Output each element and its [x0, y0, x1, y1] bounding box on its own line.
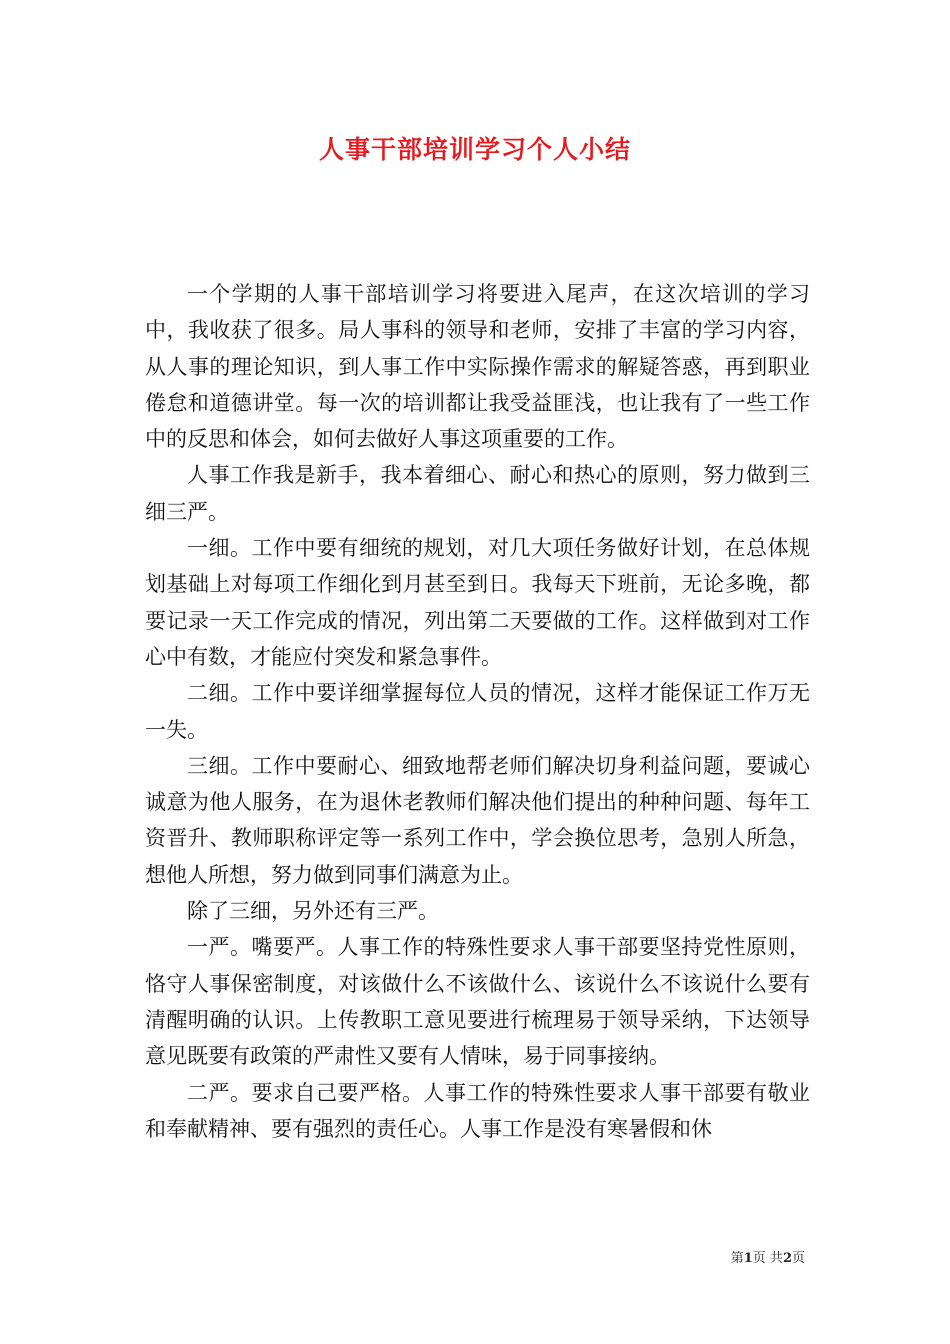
footer-suffix: 页: [791, 1251, 805, 1266]
current-page-number: 1: [743, 1251, 753, 1266]
paragraph: 三细。工作中要耐心、细致地帮老师们解决切身利益问题，要诚心诚意为他人服务，在为退休老教师们解决他们提出的种种问题、每年工资晋升、教师职称评定等一系列工作中，学会换位思考，急别人所急，想他人所想，努力做到同事们满意为止。: [145, 753, 810, 887]
document-body: [145, 276, 810, 1147]
paragraph: 一严。嘴要严。人事工作的特殊性要求人事干部要坚持党性原则，恪守人事保密制度，对该做什么不该做什么、该说什么不该说什么要有清醒明确的认识。上传教职工意见要进行梳理易于领导采纳，下达领导意见既要有政策的严肃性又要有人情味，易于同事接纳。: [145, 935, 810, 1069]
page-footer: [731, 1247, 805, 1266]
paragraph: 人事工作我是新手，我本着细心、耐心和热心的原则，努力做到三细三严。: [145, 463, 810, 524]
footer-middle: 页 共: [752, 1251, 783, 1266]
total-pages-number: 2: [782, 1251, 792, 1266]
paragraph: 二细。工作中要详细掌握每位人员的情况，这样才能保证工作万无一失。: [145, 681, 810, 742]
footer-prefix: 第: [730, 1251, 744, 1266]
paragraph: 一个学期的人事干部培训学习将要进入尾声，在这次培训的学习中，我收获了很多。局人事科的领导和老师，安排了丰富的学习内容，从人事的理论知识，到人事工作中实际操作需求的解疑答惑，再到职业倦怠和道德讲堂。每一次的培训都让我受益匪浅，也让我有了一些工作中的反思和体会，如何去做好人事这项重要的工作。: [145, 282, 810, 452]
document-title: 人事干部培训学习个人小结: [318, 135, 631, 164]
paragraph: 一细。工作中要有细统的规划，对几大项任务做好计划，在总体规划基础上对每项工作细化到月甚至到日。我每天下班前，无论多晚，都要记录一天工作完成的情况，列出第二天要做的工作。这样做到对工作心中有数，才能应付突发和紧急事件。: [145, 536, 810, 669]
paragraph: 除了三细，另外还有三严。: [187, 899, 439, 924]
paragraph: 二严。要求自己要严格。人事工作的特殊性要求人事干部要有敬业和奉献精神、要有强烈的责任心。人事工作是没有寒暑假和休: [145, 1080, 810, 1141]
